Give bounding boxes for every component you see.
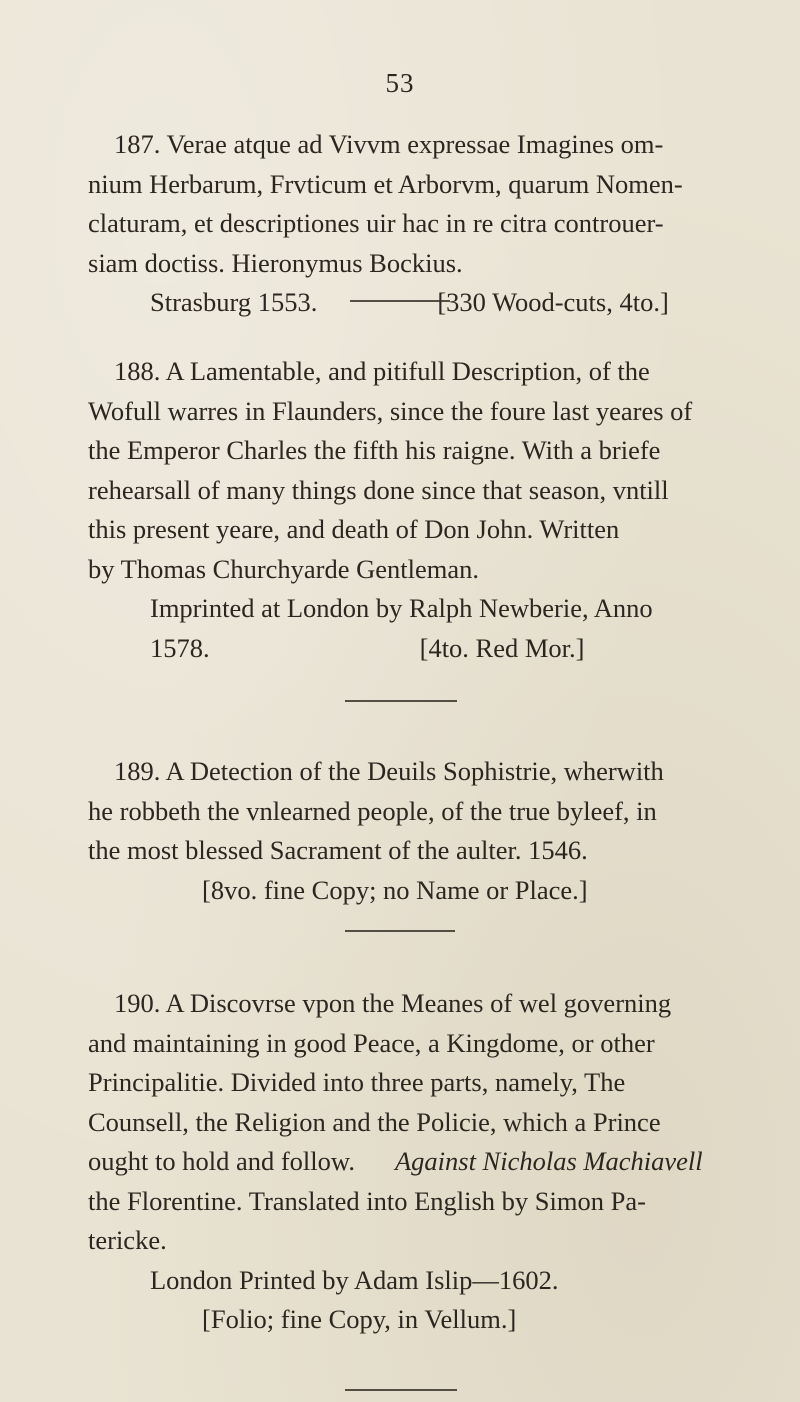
entry-line: 190. A Discovrse vpon the Meanes of wel governing bbox=[114, 988, 672, 1018]
entry-line: this present yeare, and death of Don John. Written bbox=[88, 514, 620, 544]
entry-line: rehearsall of many things done since that season, vntill bbox=[88, 474, 669, 505]
catalogue-entry-190 bbox=[88, 984, 760, 1340]
entry-line: 187. Verae atque ad Vivvm expressae Imagines om- bbox=[114, 129, 664, 159]
entry-line: 189. A Detection of the Deuils Sophistrie, wherwith bbox=[114, 756, 664, 786]
imprint-line bbox=[88, 629, 760, 669]
imprint-place: Strasburg 1553. bbox=[150, 287, 318, 317]
entry-line: 188. A Lamentable, and pitifull Description, of the bbox=[114, 356, 650, 386]
entry-line: claturam, et descriptiones uir hac in re citra controuer- bbox=[88, 208, 664, 238]
entry-line: the Emperor Charles the fifth his raigne. With a briefe bbox=[88, 435, 661, 465]
entry-line: the most blessed Sacrament of the aulter. 1546. bbox=[88, 835, 588, 865]
page-number: 53 bbox=[385, 68, 415, 98]
catalogue-entry-187 bbox=[88, 125, 760, 323]
entry-line: tericke. bbox=[88, 1225, 167, 1255]
entry-line: Imprinted at London by Ralph Newberie, Anno bbox=[150, 593, 653, 623]
entry-divider bbox=[345, 1389, 457, 1391]
imprint-line bbox=[88, 283, 760, 323]
format-note: [330 Wood-cuts, 4to.] bbox=[437, 287, 669, 317]
entry-divider bbox=[345, 930, 455, 932]
imprint-line: London Printed by Adam Islip—1602. bbox=[150, 1264, 559, 1295]
catalogue-entry-188 bbox=[88, 352, 760, 668]
entry-line: by Thomas Churchyarde Gentleman. bbox=[88, 553, 480, 584]
format-note: [8vo. fine Copy; no Name or Place.] bbox=[202, 874, 588, 905]
entry-text: ought to hold and follow. bbox=[88, 1146, 355, 1176]
imprint-year: 1578. bbox=[150, 632, 210, 663]
entry-line: nium Herbarum, Frvticum et Arborvm, quarum Nomen- bbox=[88, 168, 683, 199]
entry-line: Counsell, the Religion and the Policie, which a Prince bbox=[88, 1106, 661, 1137]
format-note: [Folio; fine Copy, in Vellum.] bbox=[202, 1304, 517, 1334]
format-note: [4to. Red Mor.] bbox=[419, 632, 585, 663]
entry-line: Wofull warres in Flaunders, since the foure last yeares of bbox=[88, 395, 693, 426]
entry-divider bbox=[350, 300, 450, 302]
entry-italic-text: Against Nicholas Machiavell bbox=[394, 1146, 703, 1176]
entry-divider bbox=[345, 700, 457, 702]
entry-line: the Florentine. Translated into English by Simon Pa- bbox=[88, 1185, 646, 1216]
entry-line-mixed bbox=[88, 1142, 760, 1182]
entry-line: siam doctiss. Hieronymus Bockius. bbox=[88, 247, 463, 278]
entry-line: Principalitie. Divided into three parts, namely, The bbox=[88, 1067, 626, 1097]
entry-line: and maintaining in good Peace, a Kingdome, or other bbox=[88, 1027, 655, 1058]
catalogue-entry-189 bbox=[88, 752, 760, 910]
entry-line: he robbeth the vnlearned people, of the true byleef, in bbox=[88, 795, 657, 826]
